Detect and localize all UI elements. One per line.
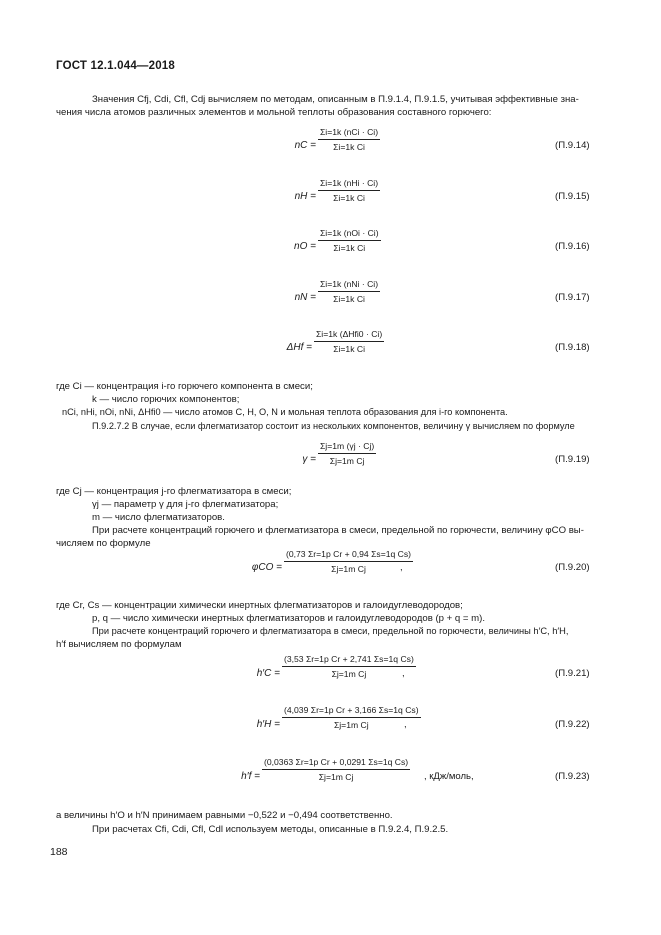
equation-lhs: γ = (302, 454, 316, 465)
intro-line-2: чения числа атомов различных элементов и мольной теплоты образования составного горючего: (56, 107, 492, 118)
definition-atoms: nCi, nHi, nOi, nNi, ΔHfi0 — число атомов С, Н, О, N и мольная теплота образования для i-го компонента. (62, 407, 508, 417)
equation-fraction (318, 178, 380, 203)
equation-number: (П.9.18) (555, 342, 590, 353)
fraction-denominator: Σj=1m Cj (331, 564, 366, 574)
equation-tail: , (404, 719, 407, 730)
fraction-denominator: Σj=1m Cj (329, 456, 365, 466)
equation-number: (П.9.20) (555, 562, 590, 573)
fraction-denominator: Σj=1m Cj (333, 720, 369, 730)
equation-fraction (282, 705, 421, 730)
equation-number: (П.9.14) (555, 140, 590, 151)
fraction-numerator: Σi=1k (nCi · Ci) (318, 127, 380, 140)
equation-lhs: nC = (294, 140, 316, 151)
fraction-numerator: Σi=1k (nHi · Ci) (318, 178, 380, 191)
fraction-numerator: (0,0363 Σr=1p Cr + 0,0291 Σs=1q Cs) (262, 757, 410, 770)
fraction-denominator: Σi=1k Ci (333, 193, 365, 203)
equation-lhs: nO = (294, 241, 316, 252)
equation-tail: , (402, 668, 405, 679)
equation-fraction (318, 279, 380, 304)
clause-9-2-7-2: П.9.2.7.2 В случае, если флегматизатор состоит из нескольких компонентов, величину γ вычисляем по формуле (92, 421, 575, 431)
equation-number: (П.9.21) (555, 668, 590, 679)
equation-fraction (282, 654, 416, 679)
fraction-denominator: Σi=1k Ci (333, 294, 365, 304)
equation-number: (П.9.15) (555, 191, 590, 202)
equation-lhs: φCO = (251, 562, 282, 573)
fraction-denominator: Σj=1m Cj (318, 772, 354, 782)
fraction-denominator: Σi=1k Ci (333, 243, 366, 253)
equation-lhs: ΔHf = (286, 342, 312, 353)
equation-tail: , (400, 562, 403, 573)
definition-m: m — число флегматизаторов. (92, 512, 225, 523)
equation-fraction (318, 228, 381, 253)
equation-number: (П.9.17) (555, 292, 590, 303)
equation-number: (П.9.22) (555, 719, 590, 730)
definition-gamma-j: γj — параметр γ для j-го флегматизатора; (92, 499, 279, 510)
definition-k: k — число горючих компонентов; (92, 394, 240, 405)
equation-fraction (318, 441, 376, 466)
equation-lhs: nH = (294, 191, 316, 202)
document-header: ГОСТ 12.1.044—2018 (56, 60, 175, 72)
fraction-numerator: (0,73 Σr=1p Cr + 0,94 Σs=1q Cs) (284, 549, 413, 562)
fraction-numerator: Σi=1k (nOi · Ci) (318, 228, 381, 241)
fraction-numerator: Σj=1m (γj · Cj) (318, 441, 376, 454)
paragraph-phi-co-2: числяем по формуле (56, 538, 151, 549)
closing-line-1: а величины h′O и h′N принимаем равными −0,522 и −0,494 соответственно. (56, 810, 393, 821)
fraction-denominator: Σi=1k Ci (333, 344, 366, 354)
equation-tail: , кДж/моль, (424, 771, 474, 782)
fraction-numerator: Σi=1k (ΔHfi0 · Ci) (314, 329, 384, 342)
definition-p-q: p, q — число химически инертных флегматизаторов и галоидуглеводородов (p + q = m). (92, 613, 486, 624)
equation-number: (П.9.19) (555, 454, 590, 465)
equation-lhs: h′C = (256, 668, 280, 679)
equation-fraction (284, 549, 413, 574)
fraction-denominator: Σj=1m Cj (331, 669, 367, 679)
equation-lhs: h′f = (241, 771, 260, 782)
equation-fraction (262, 757, 410, 782)
equation-number: (П.9.23) (555, 771, 590, 782)
definition-ci: где Ci — концентрация i-го горючего компонента в смеси; (56, 381, 313, 392)
intro-line-1: Значения Cfj, Cdi, Cfl, Cdj вычисляем по методам, описанным в П.9.1.4, П.9.1.5, учитывая эффективные зна- (92, 94, 579, 105)
equation-lhs: nN = (294, 292, 316, 303)
equation-lhs: h′H = (256, 719, 280, 730)
paragraph-h-2: h′f вычисляем по формулам (56, 639, 182, 650)
fraction-numerator: (3,53 Σr=1p Cr + 2,741 Σs=1q Cs) (282, 654, 416, 667)
equation-fraction (318, 127, 380, 152)
fraction-numerator: (4,039 Σr=1p Cr + 3,166 Σs=1q Cs) (282, 705, 421, 718)
fraction-denominator: Σi=1k Ci (333, 142, 365, 152)
definition-cj: где Cj — концентрация j-го флегматизатора в смеси; (56, 486, 292, 497)
definition-cr-cs: где Cr, Cs — концентрации химически инертных флегматизаторов и галоидуглеводородов; (56, 600, 463, 611)
equation-number: (П.9.16) (555, 241, 590, 252)
paragraph-phi-co-1: При расчете концентраций горючего и флегматизатора в смеси, предельной по горючести, величину φCO вы- (92, 525, 584, 536)
paragraph-h-1: При расчете концентраций горючего и флегматизатора в смеси, предельной по горючести, величины h′C, h′H, (92, 626, 569, 636)
page-number: 188 (50, 846, 68, 858)
closing-line-2: При расчетах Cfi, Cdi, Cfl, Cdl используем методы, описанные в П.9.2.4, П.9.2.5. (92, 824, 449, 835)
fraction-numerator: Σi=1k (nNi · Ci) (318, 279, 380, 292)
equation-fraction (314, 329, 384, 354)
